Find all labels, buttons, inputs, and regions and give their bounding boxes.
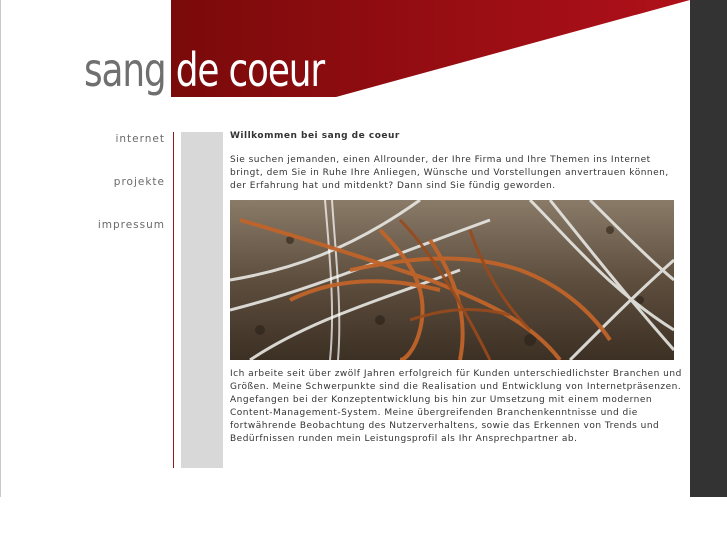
main-content <box>230 130 685 193</box>
page-title: Willkommen bei sang de coeur <box>230 131 400 141</box>
logo-word-sang: sang <box>84 43 166 97</box>
gray-side-panel <box>181 132 223 468</box>
intro-paragraph: Sie suchen jemanden, einen Allrounder, der Ihre Firma und Ihre Themen ins Internet bringt, dem Sie in Ruhe Ihre Anliegen, Wünsche und Vorstellungen anvertrauen können, der Erfahrung hat und mitdenkt? Dann sind Sie fündig geworden. <box>230 155 669 191</box>
nav-link-projekte[interactable]: projekte <box>113 176 165 188</box>
body-paragraph: Ich arbeite seit über zwölf Jahren erfolgreich für Kunden unterschiedlichster Branchen und Größen. Meine Schwerpunkte sind die Realisation und Entwicklung von Internetpräsenzen. Angefangen bei der Konzeptentwicklung bis hin zur Umsetzung mit einem modernen Content-Management-System. Meine übergreifenden Branchenkenntnisse und die fortwährende Beobachtung des Nutzerverhaltens, sowie das Erkennen von Trends und Bedürfnissen runden mein Leistungsprofil als Ihr Ansprechpartner ab. <box>230 369 682 444</box>
nav-divider-line <box>173 132 174 468</box>
rusty-wires-photo <box>230 200 674 360</box>
main-navigation <box>0 128 165 257</box>
logo-word-de-coeur: de coeur <box>175 43 324 97</box>
nav-link-internet[interactable]: internet <box>115 133 165 145</box>
nav-link-impressum[interactable]: impressum <box>97 219 165 231</box>
right-sidebar-bar <box>690 0 727 497</box>
site-logo[interactable] <box>84 44 324 100</box>
